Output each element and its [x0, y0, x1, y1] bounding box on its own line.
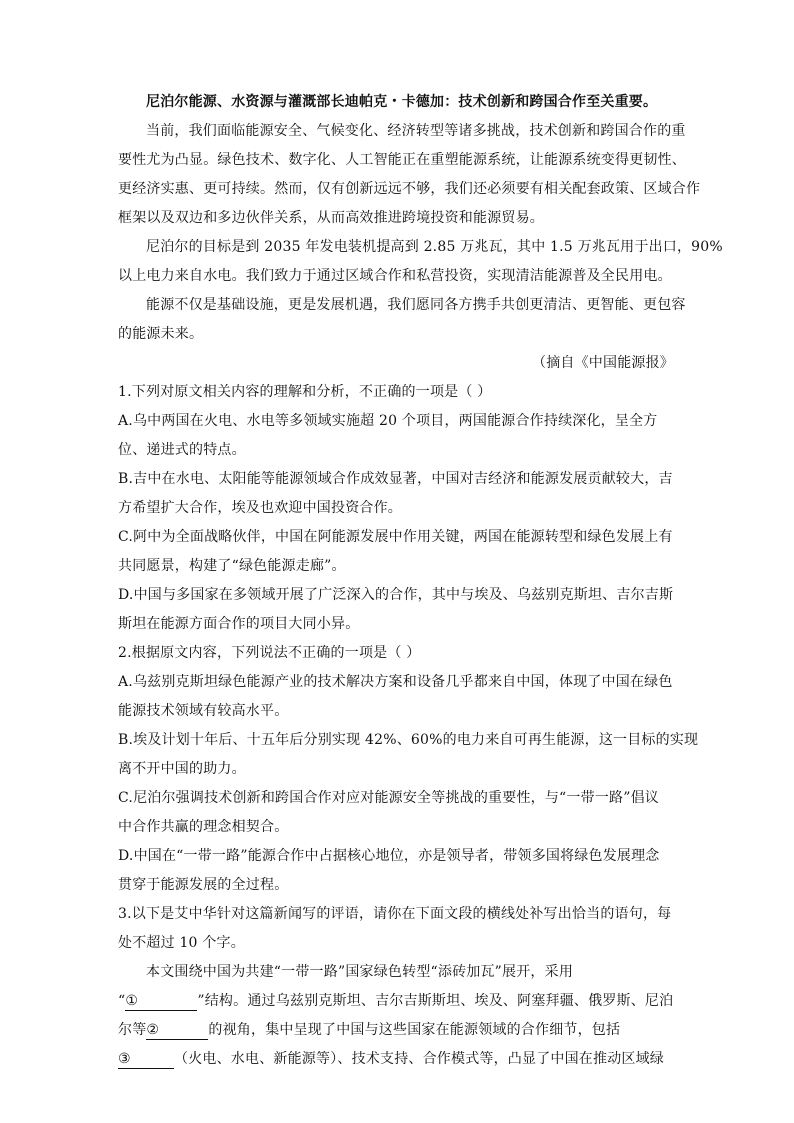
paragraph-line: 的能源未来。	[118, 326, 204, 342]
q1-option-a-cont: 位、递进式的特点。	[118, 442, 246, 458]
q3-passage-line	[118, 1045, 678, 1074]
paragraph-line: 更经济实惠、更可持续。然而，仅有创新远远不够，我们还必须要有相关配套政策、区域合作	[118, 181, 701, 197]
blank-number: ②	[146, 1022, 160, 1038]
q3-passage-line	[118, 987, 678, 1016]
paragraph-line: 框架以及双边和多边伙伴关系，从而高效推进跨境投资和能源贸易。	[118, 210, 544, 226]
article-body	[118, 88, 723, 1074]
paragraph-line: 尼泊尔的目标是到 2035 年发电装机提高到 2.85 万兆瓦，其中 1.5 万兆瓦用于出口，90%	[146, 239, 723, 255]
passage-text: 尔等	[118, 1022, 147, 1038]
source-citation: （摘自《中国能源报》	[532, 355, 674, 371]
question-2-stem: 2.根据原文内容，下列说法不正确的一项是（ ）	[118, 645, 421, 661]
q1-option-d: D.中国与多国家在多领域开展了广泛深入的合作，其中与埃及、乌兹别克斯坦、吉尔吉斯	[118, 587, 674, 603]
open-quote: “	[118, 993, 126, 1009]
q2-option-b: B.埃及计划十年后、十五年后分别实现 42%、60%的电力来自可再生能源，这一目标的实现	[118, 732, 699, 748]
q2-option-d: D.中国在“一带一路”能源合作中占据核心地位，亦是领导者，带领多国将绿色发展理念	[118, 848, 660, 864]
paragraph-line: 当前，我们面临能源安全、气候变化、经济转型等诸多挑战，技术创新和跨国合作的重	[146, 123, 686, 139]
blank-number: ③	[118, 1051, 131, 1067]
passage-text: 的视角，集中呈现了中国与这些国家在能源领域的合作细节，包括	[208, 1022, 621, 1038]
q1-option-d-cont: 斯坦在能源方面合作的项目大同小异。	[118, 616, 360, 632]
q1-option-b: B.吉中在水电、太阳能等能源领域合作成效显著，中国对吉经济和能源发展贡献较大，吉	[118, 471, 673, 487]
passage-text: （火电、水电、新能源等）、技术支持、合作模式等，凸显了中国在推动区域绿	[174, 1051, 664, 1067]
question-3-stem-cont: 处不超过 10 个字。	[118, 935, 245, 951]
paragraph-line: 要性尤为凸显。绿色技术、数字化、人工智能正在重塑能源系统，让能源系统变得更韧性、	[118, 152, 686, 168]
q2-option-a: A.乌兹别克斯坦绿色能源产业的技术解决方案和设备几乎都来自中国，体现了中国在绿色	[118, 674, 673, 690]
question-3-stem: 3.以下是艾中华针对这篇新闻写的评语，请你在下面文段的横线处补写出恰当的语句，每	[118, 906, 672, 922]
q2-option-b-cont: 离不开中国的助力。	[118, 761, 246, 777]
q2-option-d-cont: 贯穿于能源发展的全过程。	[118, 877, 289, 893]
answer-blank-2[interactable]	[146, 1021, 208, 1040]
q2-option-a-cont: 能源技术领域有较高水平。	[118, 703, 289, 719]
q1-option-a: A.乌中两国在火电、水电等多领域实施超 20 个项目，两国能源合作持续深化，呈全方	[118, 413, 658, 429]
q1-option-b-cont: 方希望扩大合作，埃及也欢迎中国投资合作。	[118, 500, 402, 516]
article-heading: 尼泊尔能源、水资源与灌溉部长迪帕克・卡德加：技术创新和跨国合作至关重要。	[146, 94, 658, 110]
q3-passage-line: 本文围绕中国为共建“一带一路”国家绿色转型“添砖加瓦”展开，采用	[146, 964, 574, 980]
question-1-stem: 1.下列对原文相关内容的理解和分析，不正确的一项是（ ）	[118, 384, 492, 400]
q3-passage-line	[118, 1016, 678, 1045]
blank-number: ①	[125, 993, 139, 1009]
q1-option-c-cont: 共同愿景，构建了“绿色能源走廊”。	[118, 558, 346, 574]
answer-blank-3[interactable]	[118, 1050, 174, 1069]
passage-text: ”结构。通过乌兹别克斯坦、吉尔吉斯斯坦、埃及、阿塞拜疆、俄罗斯、尼泊	[197, 993, 674, 1009]
paragraph-line: 以上电力来自水电。我们致力于通过区域合作和私营投资，实现清洁能源普及全民用电。	[118, 268, 672, 284]
q2-option-c: C.尼泊尔强调技术创新和跨国合作对应对能源安全等挑战的重要性，与“一带一路”倡议	[118, 790, 659, 806]
paragraph-line: 能源不仅是基础设施，更是发展机遇，我们愿同各方携手共创更清洁、更智能、更包容	[146, 297, 686, 313]
answer-blank-1[interactable]	[125, 992, 197, 1011]
q2-option-c-cont: 中合作共赢的理念相契合。	[118, 819, 289, 835]
q1-option-c: C.阿中为全面战略伙伴，中国在阿能源发展中作用关键，两国在能源转型和绿色发展上有	[118, 529, 673, 545]
